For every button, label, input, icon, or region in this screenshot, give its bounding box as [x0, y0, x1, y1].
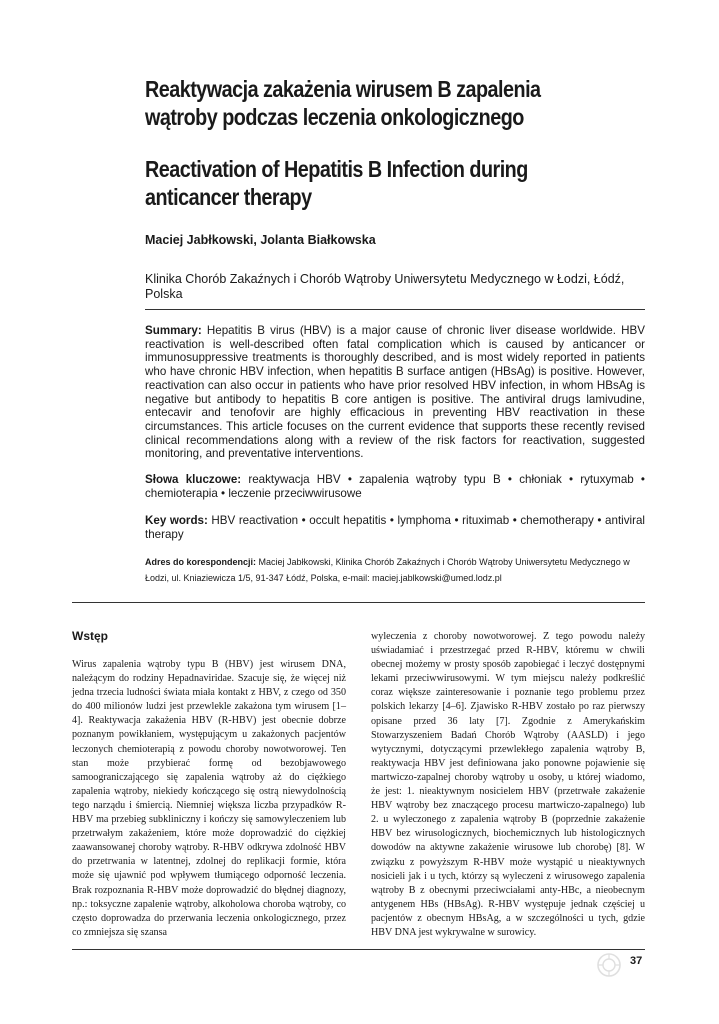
page-number: 37: [630, 955, 643, 967]
title-pl-line-2: wątroby podczas leczenia onkologicznego: [145, 104, 524, 130]
summary-abstract: [145, 324, 645, 461]
title-en-line-2: anticancer therapy: [145, 184, 312, 210]
summary-text: Hepatitis B virus (HBV) is a major cause of chronic liver disease worldwide. HBV reactivation is well-described often fatal complication which is caused by anticancer or immunosuppressive treatments is thoroughly described, and is most widely reported in patients who have chronic HBV infection, when hepatitis B surface antigen (HBsAg) is positive. However, reactivation can also occur in patients who have prior resolved HBV infection, in whom HBsAg is negative but antibody to hepatitis B core antigen is positive. The antiviral drugs lamivudine, entecavir and tenofovir are highly efficacious in preventing HBV reactivation in these circumstances. This article focuses on the current evidence that supports these recently revised clinical recommendations along with a review of the risk factors for reactivation, suggested monitoring, and preventative interventions.: [145, 324, 645, 461]
title-en-line-1: Reactivation of Hepatitis B Infection during: [145, 156, 528, 182]
polish-keywords: [145, 473, 645, 500]
correspondence-label: Adres do korespondencji:: [145, 557, 257, 567]
slowa-kluczowe-text: reaktywacja HBV • zapalenia wątroby typu B • chłoniak • rytuxymab • chemioterapia • leczenie przeciwwirusowe: [145, 473, 645, 500]
article-title-polish: [145, 75, 575, 131]
authors: Maciej Jabłkowski, Jolanta Białkowska: [145, 233, 376, 247]
section-heading: Wstęp: [72, 629, 108, 643]
summary-label: Summary:: [145, 324, 202, 337]
key-words-text: HBV reactivation • occult hepatitis • lymphoma • rituximab • chemotherapy • antiviral therapy: [145, 514, 645, 541]
affiliation: Klinika Chorób Zakaźnych i Chorób Wątroby Uniwersytetu Medycznego w Łodzi, Łódź, Polska: [145, 272, 625, 301]
body-column-right: wyleczenia z choroby nowotworowej. Z tego powodu należy uświadamiać i przestrzegać przed R-HBV, któremu w chwili obecnej możemy w prosty sposób zapobiegać i leczyć dostępnymi lekami przeciwwirusowymi. W tym miejscu należy podkreślić coraz większe zainteresowanie i poznanie tego problemu przez polskich lekarzy [4–6]. Zjawisko R-HBV zostało po raz pierwszy opisane przed 36 laty [7]. Zgodnie z Amerykańskim Stowarzyszeniem Badań Chorób Wątroby (AASLD) i jego wytycznymi, dotyczącymi przewlekłego zapalenia wątroby B, reaktywacja HBV jest definiowana jako ponowne pojawienie się martwiczo-zapalnej choroby wątroby u osoby, u której wiadomo, że jest: 1. nieaktywnym nosicielem HBV (przetrwałe zakażenie HBV wątroby bez znaczącego procesu martwiczo-zapalnego) lub 2. u wyleczonego z zapalenia wątroby B (poprzednie zakażenie HBV bez wirusologicznych, biochemicznych lub histologicznych dowodów na aktywne zakażenie wirusowe lub chorobę) [8]. W związku z powyższym R-HBV może wystąpić u nieaktywnych nosicieli jak i u tych, którzy są wyleczeni z wirusowego zapalenia wątroby B z obecnymi przeciwciałami anty-HBc, a nieobecnym antygenem HBs (HBsAg). R-HBV występuje jednak częściej u pacjentów z obecnym HBsAg, a w szczególności u tych, gdzie HBV DNA jest wykrywalne w surowicy.: [371, 631, 645, 938]
slowa-kluczowe-label: Słowa kluczowe:: [145, 473, 242, 486]
english-keywords: [145, 514, 645, 541]
article-title-english: [145, 155, 575, 211]
correspondence-address: [145, 555, 645, 586]
divider-middle: [72, 602, 645, 603]
divider-top: [145, 309, 645, 310]
title-pl-line-1: Reaktywacja zakażenia wirusem B zapalenia: [145, 76, 541, 102]
key-words-label: Key words:: [145, 514, 208, 527]
journal-seal-icon: [596, 952, 622, 978]
body-column-left: Wirus zapalenia wątroby typu B (HBV) jest wirusem DNA, należącym do rodziny Hepadnaviridae. Szacuje się, że więcej niż jedna trzecia ludności świata miała kontakt z HBV, z czego od 350 do 400 milionów ludzi jest przewlekle zakażona tym wirusem [1–4]. Reaktywacja zakażenia HBV (R-HBV) jest obecnie dobrze poznanym powikłaniem, występującym u zakażonych pacjentów leczonych chemioterapią z powodu choroby nowotworowej. Ten stan może przybierać formę od bezobjawowego samoograniczającego się zapalenia wątroby aż do ciężkiego zapalenia wątroby, niekiedy kończącego się ostrą niewydolnością tego narządu i śmiercią. Niemniej większa liczba przypadków R-HBV ma przebieg subkliniczny i kończy się samowyleczeniem lub przetrwałym zakażeniem, które może doprowadzić do ciężkiej zaawansowanej choroby wątroby. R-HBV odkrywa zdolność HBV do przetrwania w latentnej, zdolnej do replikacji formie, która może się ujawnić pod wpływem tłumiącego odporność leczenia. Brak rozpoznania R-HBV może doprowadzić do błędnej diagnozy, np.: toksyczne zapalenie wątroby, alkoholowa choroba wątroby, co często doprowadza do przerwania leczenia onkologicznego, przez co zmniejsza się szansa: [72, 659, 346, 938]
divider-bottom: [72, 949, 645, 950]
correspondence-text: Maciej Jabłkowski, Klinika Chorób Zakaźnych i Chorób Wątroby Uniwersytetu Medycznego w Łodzi, ul. Kniaziewicza 1/5, 91-347 Łódź, Polska, e-mail: maciej.jablkowski@umed.lodz.pl: [145, 557, 630, 583]
